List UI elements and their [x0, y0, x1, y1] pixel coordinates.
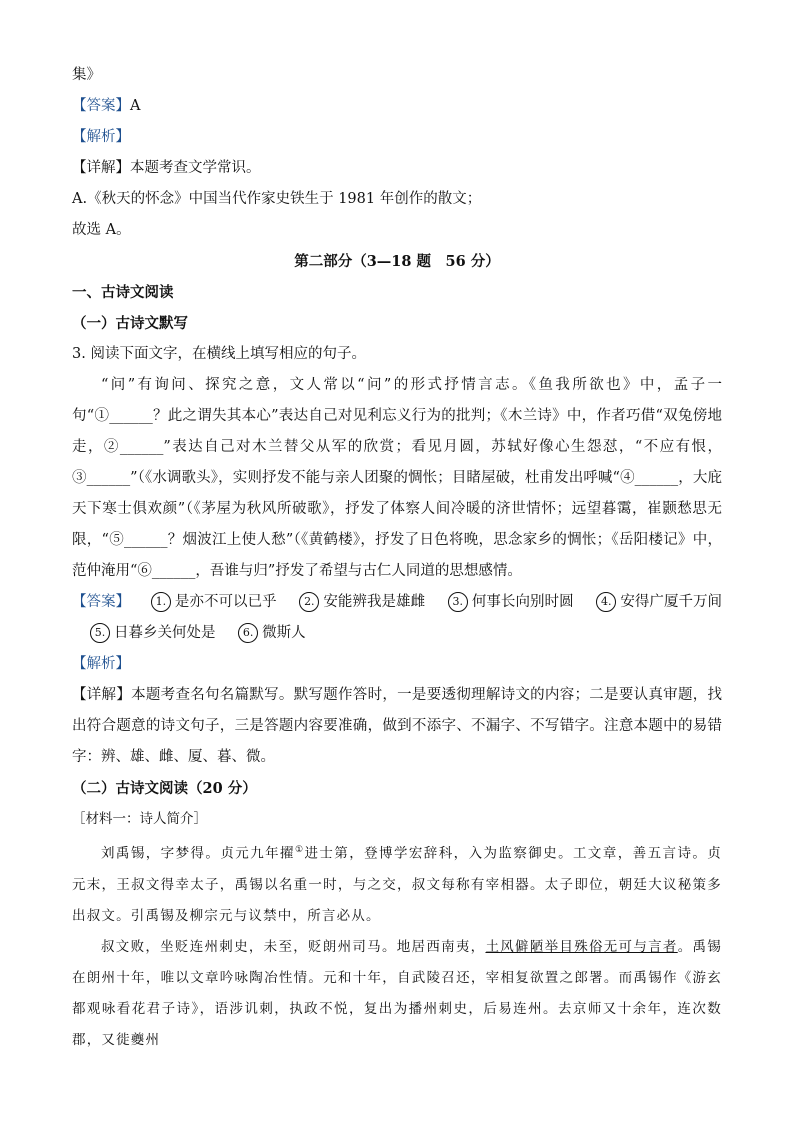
detail-tag: 【详解】: [72, 160, 130, 176]
material-title: ［材料一：诗人简介］: [72, 811, 207, 827]
answer-item-3: 何事长向别时圆: [471, 594, 574, 610]
question-3-text: “问”有询问、探究之意，文人常以“问”的形式抒情言志。《鱼我所欲也》中，孟子一句“①______？此之谓失其本心”表达自己对见利忘义行为的批判；《木兰诗》中，作者巧借“双兔傍地走，②______”表达自己对木兰替父从军的欣赏；看见月圆，苏轼好像心生怨怼，“不应有恨，③______”（《水调歌头》，实则抒发不能与亲人团聚的惆怅；目睹屋破，杜甫发出呼喊“④______，大庇天下寒士俱欢颜”（《茅屋为秋风所破歌》，抒发了体察人间冷暖的济世情怀；远望暮霭，崔颢愁思无限，“⑤______？烟波江上使人愁”（《黄鹤楼》，抒发了日色将晚，思念家乡的惆怅；《岳阳楼记》中，范仲淹用“⑥______，吾谁与归”抒发了希望与古仁人同道的思想感情。: [72, 377, 722, 579]
answer-item-6: 微斯人: [262, 625, 306, 641]
section-heading-1: 一、古诗文阅读: [72, 284, 174, 301]
material-text: 叔文败，坐贬连州刺史，未至，贬朗州司马。地居西南夷，: [101, 938, 486, 955]
analysis-tag-2: 【解析】: [72, 656, 130, 672]
question-3: 3. 阅读下面文字，在横线上填写相应的句子。: [72, 346, 366, 362]
material-paragraph-1: [72, 835, 722, 932]
material-text: 。禹锡在朗州十年，唯以文章吟咏陶冶性情。元和十年，自武陵召还，宰相复欲置之郎署。而禹锡作《游玄都观咏看花君子诗》，语涉讥刺，执政不悦，复出为播州刺史，后易连州。去京师又十余年，连次数郡，又徙夔州: [72, 938, 722, 1048]
answer-item-4: 安得广厦千万间: [620, 594, 723, 610]
detail-text: 本题考查名句名篇默写。默写题作答时，一是要透彻理解诗文的内容；二是要认真审题，找出符合题意的诗文句子，三是答题内容要准确，做到不添字、不漏字、不写错字。注意本题中的易错字：辨、雄、雌、厦、暮、微。: [72, 687, 723, 765]
answer-2: [72, 587, 722, 649]
answer-number-4: 4.: [596, 592, 616, 612]
underlined-sentence: 土风僻陋举目殊俗无可与言者: [485, 938, 678, 955]
part-two-heading: 第二部分（3—18 题 56 分）: [294, 253, 500, 270]
material-text: 刘禹锡，字梦得。贞元九年擢: [101, 845, 295, 862]
document-page: [72, 60, 722, 1056]
answer-1: [72, 91, 722, 122]
answer-number-1: 1.: [151, 592, 171, 612]
detail-1: [72, 153, 722, 184]
detail-text: 本题考查文学常识。: [130, 160, 261, 176]
subsection-heading-2: （二）古诗文阅读（20 分）: [72, 780, 257, 797]
answer-item-1: 是亦不可以已乎: [174, 594, 277, 610]
footnote-mark: ①: [294, 845, 305, 855]
detail-2: [72, 680, 722, 773]
answer-item-2: 安能辨我是雄雌: [323, 594, 426, 610]
answer-value: A: [130, 98, 141, 114]
material-text: 进士第，登博学宏辞科，入为监察御史。工文章，善五言诗。贞元末，王叔文得幸太子，禹锡以名重一时，与之交，叔文每称有宰相器。太子即位，朝廷大议秘策多出叔文。引禹锡及柳宗元与议禁中，所言必从。: [72, 845, 722, 924]
answer-number-3: 3.: [448, 592, 468, 612]
answer-tag: 【答案】: [72, 98, 130, 114]
choose-line: 故选 A。: [72, 222, 131, 238]
answer-tag: 【答案】: [72, 594, 131, 610]
question-3-paragraph: [72, 370, 722, 587]
answer-number-2: 2.: [299, 592, 319, 612]
detail-tag: 【详解】: [72, 687, 132, 703]
continued-text: 集》: [72, 67, 101, 83]
material-paragraph-2: [72, 932, 722, 1056]
answer-number-5: 5.: [90, 623, 110, 643]
answer-number-6: 6.: [238, 623, 258, 643]
answer-item-5: 日暮乡关何处是: [114, 625, 216, 641]
subsection-heading-1: （一）古诗文默写: [72, 315, 188, 332]
option-a-line: A.《秋天的怀念》中国当代作家史铁生于 1981 年创作的散文；: [72, 191, 482, 207]
analysis-tag-1: 【解析】: [72, 129, 130, 145]
